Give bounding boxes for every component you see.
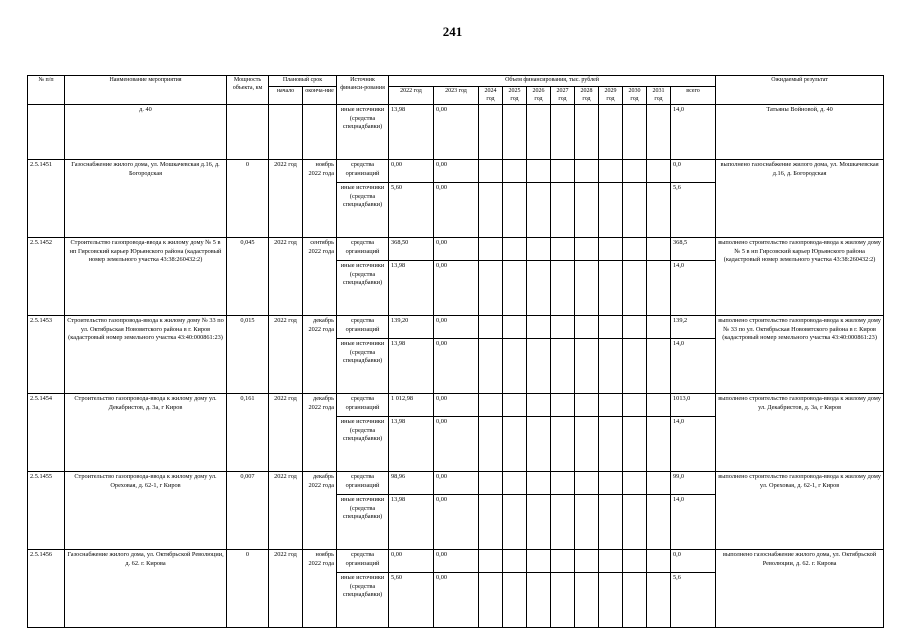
cell-2022: 13,98 bbox=[389, 495, 434, 550]
cell-result: выполнено газоснабжение жилого дома, ул. Октябрьской Революции, д. 62. г. Кирова bbox=[716, 550, 884, 628]
cell-total: 14,0 bbox=[671, 417, 716, 472]
cell-empty bbox=[599, 261, 623, 316]
cell-empty bbox=[623, 183, 647, 238]
cell-start: 2022 год bbox=[269, 160, 303, 238]
cell-end: декабрь 2022 года bbox=[303, 394, 337, 472]
cell-no: 2.5.1452 bbox=[28, 238, 65, 316]
cell-2023: 0,00 bbox=[434, 105, 479, 160]
cell-empty bbox=[647, 573, 671, 628]
cell-empty bbox=[599, 417, 623, 472]
cell-empty bbox=[479, 550, 503, 573]
header-plan: Плановый срок bbox=[269, 76, 337, 87]
cell-2022: 13,98 bbox=[389, 339, 434, 394]
header-year: 2028 год bbox=[575, 87, 599, 105]
cell-2022: 5,60 bbox=[389, 183, 434, 238]
cell-empty bbox=[527, 550, 551, 573]
cell-empty bbox=[599, 495, 623, 550]
cell-empty bbox=[599, 160, 623, 183]
cell-empty bbox=[599, 573, 623, 628]
cell-power: 0,015 bbox=[227, 316, 269, 394]
cell-no: 2.5.1455 bbox=[28, 472, 65, 550]
cell-2023: 0,00 bbox=[434, 261, 479, 316]
header-power: Мощность объекта, км bbox=[227, 76, 269, 105]
table-row bbox=[28, 160, 884, 183]
cell-name: Строительство газопровода-ввода к жилому дому ул. Ореховая, д. 62-1, г Киров bbox=[65, 472, 227, 550]
cell-2023: 0,00 bbox=[434, 417, 479, 472]
cell-source: средства организаций bbox=[337, 550, 389, 573]
cell-empty bbox=[503, 495, 527, 550]
cell-total: 14,0 bbox=[671, 105, 716, 160]
cell-empty bbox=[479, 183, 503, 238]
cell-no: 2.5.1456 bbox=[28, 550, 65, 628]
table-row bbox=[28, 316, 884, 339]
header-year: 2026 год bbox=[527, 87, 551, 105]
cell-empty bbox=[575, 316, 599, 339]
cell-empty bbox=[527, 183, 551, 238]
cell-empty bbox=[623, 261, 647, 316]
cell-empty bbox=[503, 472, 527, 495]
cell-name: Строительство газопровода-ввода к жилому дому № 33 по ул. Октябрьская Нововятского района в г. Киров (кадастровый номер земельного участка 43:40:000861:23) bbox=[65, 316, 227, 394]
cell-source: иные источники (средства спецнадбавки) bbox=[337, 495, 389, 550]
cell-empty bbox=[575, 183, 599, 238]
cell-source: иные источники (средства спецнадбавки) bbox=[337, 105, 389, 160]
cell-source: средства организаций bbox=[337, 238, 389, 261]
cell-empty bbox=[527, 394, 551, 417]
cell-2023: 0,00 bbox=[434, 573, 479, 628]
cell-end: сентябрь 2022 года bbox=[303, 238, 337, 316]
cell-2023: 0,00 bbox=[434, 339, 479, 394]
cell-empty bbox=[647, 495, 671, 550]
cell-empty bbox=[575, 550, 599, 573]
cell-2022: 13,98 bbox=[389, 261, 434, 316]
cell-power: 0,045 bbox=[227, 238, 269, 316]
header-year: 2029 год bbox=[599, 87, 623, 105]
cell-2022: 13,98 bbox=[389, 105, 434, 160]
cell-empty bbox=[575, 160, 599, 183]
cell-empty bbox=[551, 394, 575, 417]
cell-source: иные источники (средства спецнадбавки) bbox=[337, 183, 389, 238]
cell-empty bbox=[575, 261, 599, 316]
cell-name: Строительство газопровода-ввода к жилому дому № 5 в нп Гирсовский карьер Юрьянского района (кадастровый номер земельного участка 43:38:260432:2) bbox=[65, 238, 227, 316]
header-end: оконча-ние bbox=[303, 87, 337, 105]
cell-empty bbox=[623, 339, 647, 394]
cell-empty bbox=[599, 550, 623, 573]
cell-empty bbox=[599, 394, 623, 417]
cell-empty bbox=[623, 472, 647, 495]
header-source: Источник финанси-рования bbox=[337, 76, 389, 105]
cell-empty bbox=[647, 183, 671, 238]
table-row bbox=[28, 472, 884, 495]
cell-empty bbox=[503, 160, 527, 183]
cell-empty bbox=[551, 238, 575, 261]
cell-empty bbox=[479, 495, 503, 550]
cell-empty bbox=[575, 238, 599, 261]
cell-empty bbox=[575, 495, 599, 550]
cell-empty bbox=[503, 573, 527, 628]
cell-power: 0,007 bbox=[227, 472, 269, 550]
cell-power: 0 bbox=[227, 550, 269, 628]
cell-empty bbox=[551, 417, 575, 472]
cell-empty bbox=[527, 238, 551, 261]
cell-no: 2.5.1453 bbox=[28, 316, 65, 394]
cell-empty bbox=[647, 316, 671, 339]
cell-total: 0,0 bbox=[671, 160, 716, 183]
cell-empty bbox=[623, 394, 647, 417]
cell-total: 0,0 bbox=[671, 550, 716, 573]
header-volume: Объем финансирования, тыс. рублей bbox=[389, 76, 716, 87]
cell-empty bbox=[647, 417, 671, 472]
table-header bbox=[28, 76, 884, 105]
cell-empty bbox=[479, 417, 503, 472]
cell-empty bbox=[527, 495, 551, 550]
cell-empty bbox=[503, 550, 527, 573]
cell-2023: 0,00 bbox=[434, 550, 479, 573]
cell-result: выполнено строительство газопровода-ввода к жилому дому № 33 по ул. Октябрьская Нововятского района в г. Киров (кадастровый номер земельного участка 43:40:000861:23) bbox=[716, 316, 884, 394]
cell-empty bbox=[647, 261, 671, 316]
cell-empty bbox=[551, 495, 575, 550]
cell-empty bbox=[647, 160, 671, 183]
cell-start: 2022 год bbox=[269, 394, 303, 472]
cell-2023: 0,00 bbox=[434, 472, 479, 495]
cell-source: средства организаций bbox=[337, 316, 389, 339]
header-year: 2031 год bbox=[647, 87, 671, 105]
cell-empty bbox=[599, 183, 623, 238]
cell-empty bbox=[527, 160, 551, 183]
cell-end: декабрь 2022 года bbox=[303, 472, 337, 550]
cell-empty bbox=[551, 339, 575, 394]
cell-source: средства организаций bbox=[337, 160, 389, 183]
header-no: № п/п bbox=[28, 76, 65, 105]
cell-empty bbox=[479, 339, 503, 394]
cell-empty bbox=[599, 238, 623, 261]
cell-2022: 139,20 bbox=[389, 316, 434, 339]
cell-empty bbox=[575, 472, 599, 495]
header-total: всего bbox=[671, 87, 716, 105]
header-year: 2023 год bbox=[434, 87, 479, 105]
cell-empty bbox=[551, 316, 575, 339]
cell-empty bbox=[551, 261, 575, 316]
cell-empty bbox=[623, 573, 647, 628]
cell-total: 99,0 bbox=[671, 472, 716, 495]
cell-empty bbox=[503, 394, 527, 417]
cell-2022: 0,00 bbox=[389, 160, 434, 183]
cell-start: 2022 год bbox=[269, 550, 303, 628]
cell-2022: 13,98 bbox=[389, 417, 434, 472]
financing-table bbox=[27, 75, 884, 628]
header-result: Ожидаемый результат bbox=[716, 76, 884, 105]
cell-total: 14,0 bbox=[671, 339, 716, 394]
cell-empty bbox=[479, 316, 503, 339]
cell-empty bbox=[623, 160, 647, 183]
cell-2023: 0,00 bbox=[434, 495, 479, 550]
cell-empty bbox=[623, 238, 647, 261]
cell-empty bbox=[527, 573, 551, 628]
cell-empty bbox=[551, 160, 575, 183]
cell-result: выполнено газоснабжение жилого дома, ул. Мошкачевская д.16, д. Богородская bbox=[716, 160, 884, 238]
cell-total: 5,6 bbox=[671, 573, 716, 628]
table-body bbox=[28, 105, 884, 628]
cell-source: средства организаций bbox=[337, 472, 389, 495]
cell-empty bbox=[503, 417, 527, 472]
cell-name: д. 40 bbox=[65, 105, 227, 160]
cell-empty bbox=[551, 183, 575, 238]
header-name: Наименование мероприятия bbox=[65, 76, 227, 105]
table-row bbox=[28, 238, 884, 261]
cell-empty bbox=[647, 472, 671, 495]
cell-2023: 0,00 bbox=[434, 394, 479, 417]
cell-empty bbox=[575, 394, 599, 417]
header-start: начало bbox=[269, 87, 303, 105]
cell-empty bbox=[647, 550, 671, 573]
cell-empty bbox=[647, 339, 671, 394]
cell-end: ноябрь 2022 года bbox=[303, 550, 337, 628]
cell-2022: 5,60 bbox=[389, 573, 434, 628]
cell-2023: 0,00 bbox=[434, 183, 479, 238]
cell-2022: 0,00 bbox=[389, 550, 434, 573]
header-year: 2025 год bbox=[503, 87, 527, 105]
cell-empty bbox=[527, 339, 551, 394]
cell-2022: 98,96 bbox=[389, 472, 434, 495]
cell-empty bbox=[503, 183, 527, 238]
cell-source: средства организаций bbox=[337, 394, 389, 417]
cell-source: иные источники (средства спецнадбавки) bbox=[337, 417, 389, 472]
cell-total: 5,6 bbox=[671, 183, 716, 238]
cell-empty bbox=[503, 339, 527, 394]
cell-empty bbox=[527, 316, 551, 339]
cell-end: декабрь 2022 года bbox=[303, 316, 337, 394]
cell-power: 0 bbox=[227, 160, 269, 238]
cell-source: иные источники (средства спецнадбавки) bbox=[337, 339, 389, 394]
cell-empty bbox=[623, 417, 647, 472]
cell-empty bbox=[599, 339, 623, 394]
page-number: 241 bbox=[442, 24, 463, 39]
cell-empty bbox=[527, 417, 551, 472]
cell-result: выполнено строительство газопровода-ввода к жилому дому ул. Декабристов, д. 3а, г Киров bbox=[716, 394, 884, 472]
cell-empty bbox=[479, 394, 503, 417]
cell-source: иные источники (средства спецнадбавки) bbox=[337, 573, 389, 628]
cell-no: 2.5.1451 bbox=[28, 160, 65, 238]
cell-end: ноябрь 2022 года bbox=[303, 160, 337, 238]
cell-empty bbox=[551, 550, 575, 573]
cell-2022: 1 012,98 bbox=[389, 394, 434, 417]
table-row bbox=[28, 394, 884, 417]
cell-empty bbox=[575, 417, 599, 472]
header-year: 2024 год bbox=[479, 87, 503, 105]
cell-empty bbox=[479, 160, 503, 183]
cell-empty bbox=[479, 238, 503, 261]
header-year: 2030 год bbox=[623, 87, 647, 105]
cell-empty bbox=[479, 261, 503, 316]
cell-name: Газоснабжение жилого дома, ул. Октябрьской Революции, д. 62. г. Кирова bbox=[65, 550, 227, 628]
cell-empty bbox=[623, 495, 647, 550]
cell-no: 2.5.1454 bbox=[28, 394, 65, 472]
cell-empty bbox=[623, 316, 647, 339]
cell-name: Газоснабжение жилого дома, ул. Мошкачевская д.16, д. Богородская bbox=[65, 160, 227, 238]
cell-empty bbox=[647, 394, 671, 417]
cell-start: 2022 год bbox=[269, 472, 303, 550]
cell-result: выполнено строительство газопровода-ввода к жилому дому ул. Ореховая, д. 62-1, г Киров bbox=[716, 472, 884, 550]
cell-total: 14,0 bbox=[671, 495, 716, 550]
header-year: 2027 год bbox=[551, 87, 575, 105]
cell-2022: 368,50 bbox=[389, 238, 434, 261]
cell-empty bbox=[647, 238, 671, 261]
cell-empty bbox=[551, 472, 575, 495]
table-row bbox=[28, 550, 884, 573]
cell-source: иные источники (средства спецнадбавки) bbox=[337, 261, 389, 316]
table-row-continuation bbox=[28, 105, 884, 160]
cell-power: 0,161 bbox=[227, 394, 269, 472]
cell-empty bbox=[479, 573, 503, 628]
cell-empty bbox=[503, 238, 527, 261]
cell-empty bbox=[503, 261, 527, 316]
cell-total: 1013,0 bbox=[671, 394, 716, 417]
cell-empty bbox=[599, 472, 623, 495]
header-year: 2022 год bbox=[389, 87, 434, 105]
cell-total: 368,5 bbox=[671, 238, 716, 261]
cell-result: выполнено строительство газопровода-ввода к жилому дому № 5 в нп Гирсовский карьер Юрьянского района (кадастровый номер земельного участка 43:38:260432:2) bbox=[716, 238, 884, 316]
cell-empty bbox=[551, 573, 575, 628]
cell-2023: 0,00 bbox=[434, 238, 479, 261]
cell-total: 14,0 bbox=[671, 261, 716, 316]
cell-2023: 0,00 bbox=[434, 316, 479, 339]
cell-2023: 0,00 bbox=[434, 160, 479, 183]
cell-empty bbox=[503, 316, 527, 339]
cell-empty bbox=[527, 472, 551, 495]
cell-empty bbox=[623, 550, 647, 573]
cell-result: Татьяны Войновой, д. 40 bbox=[716, 105, 884, 160]
cell-name: Строительство газопровода-ввода к жилому дому ул. Декабристов, д. 3а, г Киров bbox=[65, 394, 227, 472]
cell-empty bbox=[599, 316, 623, 339]
cell-empty bbox=[479, 472, 503, 495]
cell-empty bbox=[575, 339, 599, 394]
cell-start: 2022 год bbox=[269, 316, 303, 394]
cell-empty bbox=[575, 573, 599, 628]
cell-total: 139,2 bbox=[671, 316, 716, 339]
cell-start: 2022 год bbox=[269, 238, 303, 316]
cell-empty bbox=[527, 261, 551, 316]
